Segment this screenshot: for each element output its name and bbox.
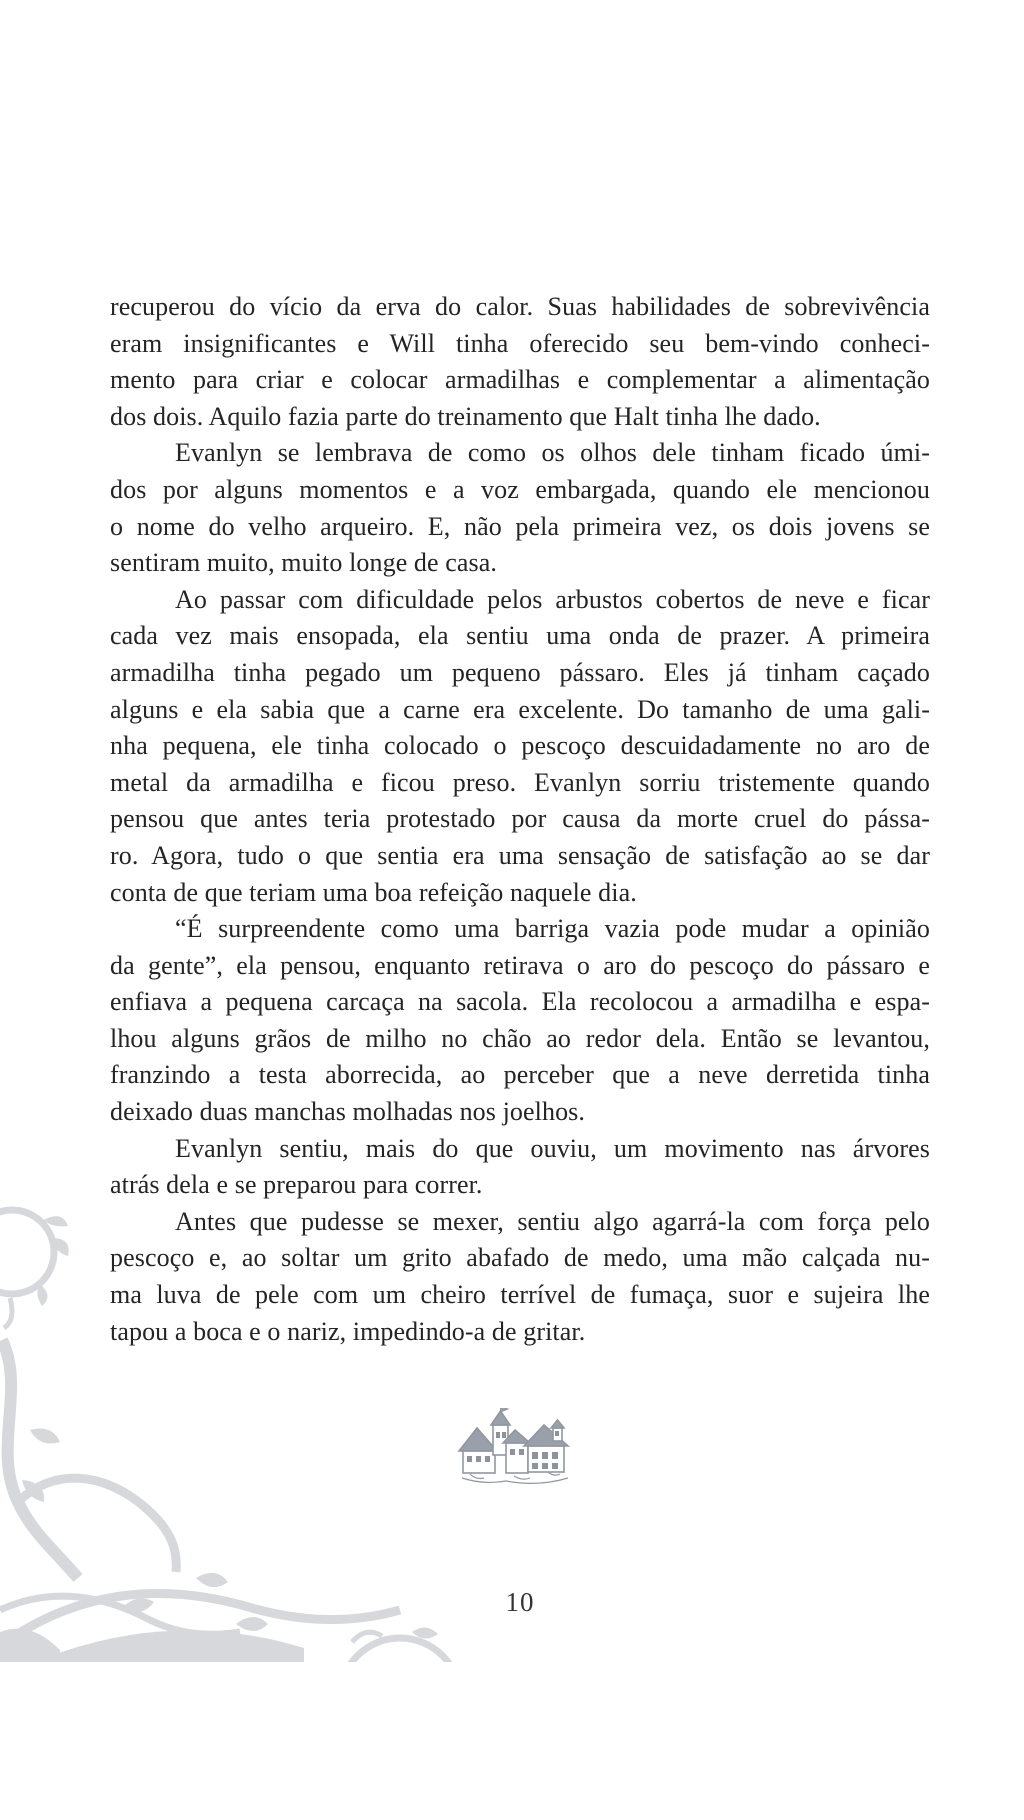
body-text-line: Antes que pudesse se mexer, sentiu algo agarrá-la com força pelo — [175, 1206, 930, 1236]
body-text-line: lhou alguns grãos de milho no chão ao redor dela. Então se levantou, — [110, 1023, 930, 1053]
body-text-line: Ao passar com dificuldade pelos arbustos cobertos de neve e ficar — [175, 584, 930, 614]
body-text-line: recuperou do vício da erva do calor. Suas habilidades de sobrevivência — [110, 292, 930, 321]
body-text-line: metal da armadilha e ficou preso. Evanlyn sorriu tristemente quando — [110, 767, 930, 797]
body-text-line: armadilha tinha pegado um pequeno pássaro. Eles já tinham caçado — [110, 657, 930, 687]
page-number: 10 — [505, 1587, 535, 1617]
body-text-line: tapou a boca e o nariz, impedindo-a de gritar. — [110, 1316, 586, 1346]
castle-vignette-icon — [456, 1408, 574, 1486]
body-text-line: dos por alguns momentos e a voz embargada, quando ele mencionou — [110, 474, 930, 504]
body-text-line: deixado duas manchas molhadas nos joelhos. — [110, 1097, 585, 1127]
body-text-line: dos dois. Aquilo fazia parte do treinamento que Halt tinha lhe dado. — [110, 401, 821, 431]
body-text-line: conta de que teriam uma boa refeição naquele dia. — [110, 877, 637, 907]
body-text-line: atrás dela e se preparou para correr. — [110, 1170, 483, 1200]
body-text-line: pensou que antes teria protestado por causa da morte cruel do pássa- — [110, 804, 930, 834]
body-text-line: da gente”, ela pensou, enquanto retirava o aro do pescoço do pássaro e — [110, 950, 930, 980]
body-text-line: Evanlyn sentiu, mais do que ouviu, um movimento nas árvores — [175, 1133, 930, 1163]
body-text-line: “É surpreendente como uma barriga vazia pode mudar a opinião — [175, 914, 930, 944]
body-text-line: nha pequena, ele tinha colocado o pescoço descuidadamente no aro de — [110, 731, 930, 761]
body-text-line: o nome do velho arqueiro. E, não pela primeira vez, os dois jovens se — [110, 511, 930, 541]
body-text-line: enfiava a pequena carcaça na sacola. Ela recolocou a armadilha e espa- — [110, 987, 930, 1017]
body-text-line: alguns e ela sabia que a carne era excelente. Do tamanho de uma gali- — [110, 694, 930, 724]
body-text-line: cada vez mais ensopada, ela sentiu uma onda de prazer. A primeira — [110, 621, 930, 651]
body-text-line: sentiram muito, muito longe de casa. — [110, 548, 498, 578]
body-text-line: Evanlyn se lembrava de como os olhos dele tinham ficado úmi- — [175, 438, 930, 468]
body-text-line: ma luva de pele com um cheiro terrível de fumaça, suor e sujeira lhe — [110, 1280, 930, 1310]
body-text-line: pescoço e, ao soltar um grito abafado de medo, uma mão calçada nu- — [110, 1243, 930, 1273]
body-text-line: franzindo a testa aborrecida, ao perceber que a neve derretida tinha — [110, 1060, 930, 1090]
body-text-block — [110, 289, 930, 1350]
body-text-line: mento para criar e colocar armadilhas e complementar a alimentação — [110, 365, 930, 395]
body-text-line: ro. Agora, tudo o que sentia era uma sensação de satisfação ao se dar — [110, 840, 930, 870]
body-text-line: eram insignificantes e Will tinha oferecido seu bem-vindo conheci- — [110, 328, 930, 358]
